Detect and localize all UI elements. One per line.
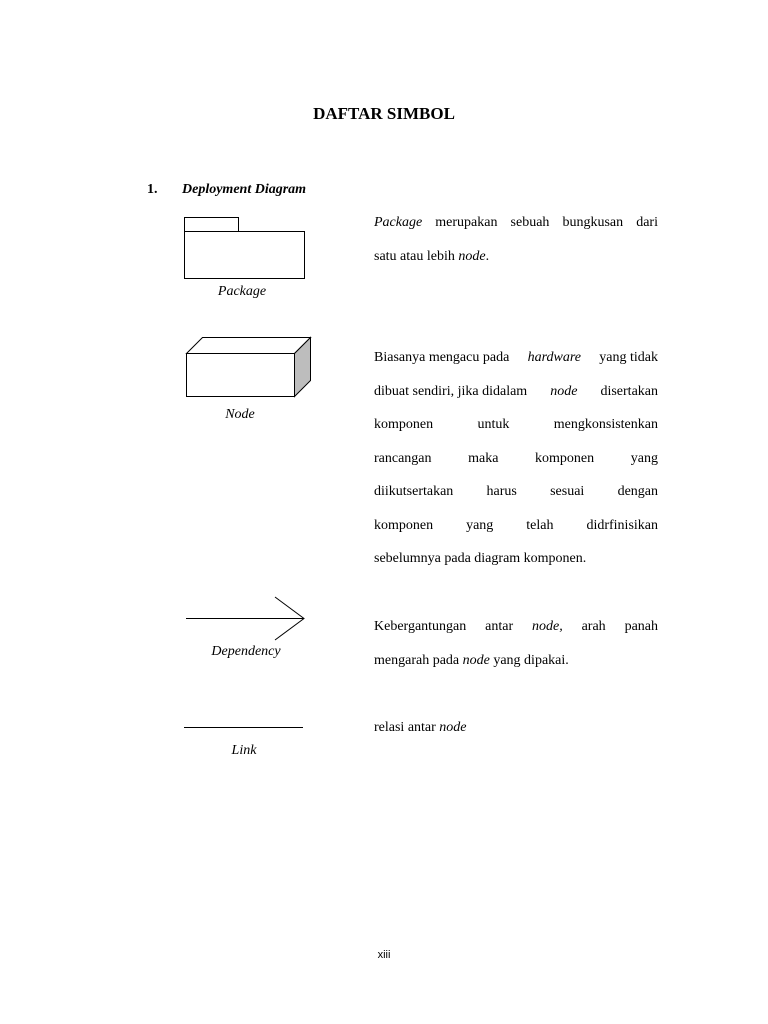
page-title: DAFTAR SIMBOL (313, 104, 455, 123)
description-line (374, 509, 658, 543)
description-text: bungkusan (562, 215, 624, 230)
description-text: merupakan (435, 215, 498, 230)
section-number: 1. (147, 182, 158, 197)
description-text: yang dipakai. (489, 652, 569, 668)
description-line (374, 644, 658, 678)
dependency-description (374, 610, 658, 677)
dependency-caption: Dependency (211, 644, 281, 659)
description-text: antar (485, 619, 514, 634)
description-text: . (485, 248, 490, 264)
node-cube-icon (187, 338, 311, 397)
package-caption: Package (217, 284, 267, 299)
description-text: komponen (535, 450, 595, 466)
description-text: node, (532, 619, 563, 634)
description-line (374, 542, 658, 576)
node-caption: Node (225, 407, 255, 422)
description-line (374, 475, 658, 509)
description-text: mengkonsistenkan (553, 417, 658, 432)
description-text: mengarah pada (374, 652, 463, 668)
description-line (374, 711, 658, 745)
description-text: maka (468, 450, 499, 466)
description-text: satu atau lebih (374, 248, 459, 264)
description-text: harus (486, 484, 517, 499)
description-text: Kebergantungan (374, 619, 467, 634)
description-text: sebelumnya pada diagram komponen. (374, 551, 587, 566)
description-text: komponen (374, 417, 434, 432)
section-title: Deployment Diagram (182, 182, 307, 197)
description-line (374, 442, 658, 476)
description-text: hardware (527, 350, 581, 365)
description-line (374, 408, 658, 442)
description-text: Biasanya mengacu pada (374, 350, 510, 365)
description-text: dibuat sendiri, jika didalam (374, 383, 528, 399)
package-icon (185, 218, 305, 279)
description-line (374, 240, 658, 274)
description-text: arah (581, 619, 606, 634)
description-text: untuk (477, 417, 510, 432)
description-text: dengan (617, 484, 658, 499)
description-text: komponen (374, 517, 434, 533)
link-description (374, 711, 658, 745)
node-description (374, 341, 658, 576)
description-line (374, 341, 658, 375)
page-number: xiii (377, 949, 391, 961)
description-line (374, 206, 658, 240)
description-text: didrfinisikan (586, 517, 658, 533)
description-text: relasi antar (374, 720, 440, 735)
dependency-arrow-icon (186, 597, 304, 640)
description-text: node (458, 248, 486, 264)
package-description (374, 206, 658, 273)
description-text: node (462, 652, 490, 668)
description-text: dari (636, 215, 658, 230)
description-text: sesuai (550, 484, 585, 499)
description-text: sebuah (510, 215, 550, 230)
description-line (374, 610, 658, 644)
description-text: yang (630, 450, 658, 466)
description-text: node (439, 720, 467, 735)
description-text: disertakan (600, 383, 658, 399)
description-text: rancangan (374, 450, 432, 466)
description-text: yang (466, 517, 494, 533)
description-text: telah (526, 517, 554, 533)
description-text: yang tidak (599, 350, 658, 365)
description-text: panah (624, 619, 658, 634)
description-line (374, 375, 658, 409)
description-text: Package (374, 215, 423, 230)
description-text: node (550, 383, 578, 399)
description-text: diikutsertakan (374, 484, 454, 499)
link-caption: Link (231, 743, 257, 758)
